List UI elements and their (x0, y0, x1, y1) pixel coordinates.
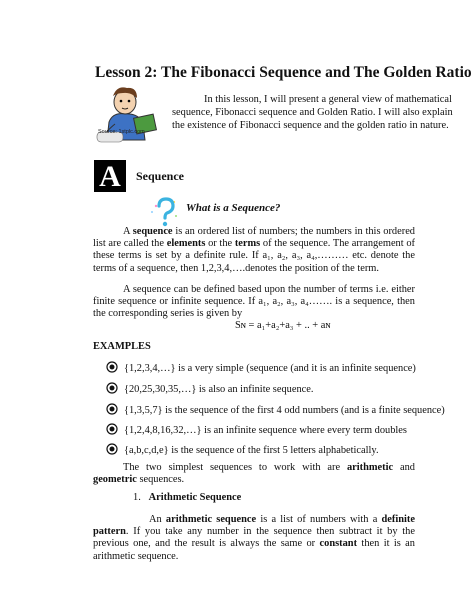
section-subheading: What is a Sequence? (186, 202, 281, 214)
text-run: An (149, 514, 166, 525)
term-terms: terms (234, 238, 261, 250)
example-text: {1,3,5,7} is the sequence of the first 4 odd numbers (and is a finite sequence) (124, 405, 445, 416)
radio-bullet-icon (106, 443, 118, 455)
text-run: A sequence can be defined based upon the number of terms i.e. either finite sequence or infinite sequence. If a₁, a₂, a₃, a₄……. is a sequence, then the corresponding series is given by (93, 284, 415, 320)
example-item (106, 403, 445, 416)
page-title: Lesson 2: The Fibonacci Sequence and The Golden Ratio (95, 64, 472, 81)
example-text: {20,25,30,35,…} is also an infinite sequence. (124, 384, 314, 395)
text-run: is a list of numbers with a (256, 514, 382, 525)
text-run: or the (205, 238, 235, 250)
example-text: {a,b,c,d,e} is the sequence of the first 5 letters alphabetically. (124, 445, 379, 456)
term-sequence: sequence (132, 226, 173, 237)
section-heading: Sequence (136, 169, 184, 183)
example-item (106, 423, 426, 436)
example-text: {1,2,4,8,16,32,…} is an infinite sequence where every term doubles (124, 425, 407, 436)
text-run: A (123, 226, 133, 237)
text-run: . If you take any number in the sequence then subtract it by the previous one, and the result is always the same or (93, 526, 415, 550)
term-definite-pattern: definite pattern (93, 514, 415, 538)
teacher-illustration (95, 82, 165, 144)
example-text: {1,2,3,4,…} is a very simple (sequence (and it is an infinite sequence) (124, 363, 416, 374)
paragraph-simplest-sequences (93, 462, 415, 486)
examples-heading: EXAMPLES (93, 341, 151, 352)
radio-bullet-icon (106, 403, 118, 415)
paragraph-finite-infinite (93, 284, 415, 321)
intro-paragraph (172, 93, 462, 133)
text-run: sequences. (136, 474, 185, 486)
text-run: and (393, 462, 416, 473)
text-run: is an ordered list of numbers; the numbers in this ordered list are called the (93, 226, 415, 250)
series-formula: Sɴ = a₁+a₂+a₃ + .. + aɴ (235, 320, 331, 331)
example-item (106, 361, 426, 374)
text-run: of the sequence. The arrangement of these terms is set by a definite rule. If a₁, a₂, a₃, a₄,……… etc. denote the terms of a sequence, then 1,2,3,4,….denotes the position of the term. (93, 238, 415, 274)
heading-number: 1. (133, 492, 141, 503)
term-arithmetic: arithmetic (346, 462, 394, 473)
intro-text: In this lesson, I will present a general view of mathematical sequence, Fibonacci sequence and Golden Ratio. I will also explain the existence of Fibonacci sequence and the golden ratio in nature. (172, 94, 453, 132)
example-item (106, 443, 426, 456)
radio-bullet-icon (106, 361, 118, 373)
term-constant: constant (319, 538, 358, 550)
paragraph-arithmetic-definition (93, 514, 415, 563)
term-geometric: geometric (93, 474, 137, 486)
heading-label: Arithmetic Sequence (148, 492, 242, 503)
numbered-heading (133, 492, 241, 503)
text-run: The two simplest sequences to work with are (123, 462, 347, 473)
image-caption: Source: 1stplc.com (98, 129, 145, 135)
text-run: then it is an arithmetic sequence. (93, 538, 415, 562)
term-elements: elements (166, 238, 206, 250)
example-item (106, 382, 426, 395)
paragraph-definition (93, 226, 415, 275)
radio-bullet-icon (106, 423, 118, 435)
section-letter-badge: A (94, 160, 126, 192)
radio-bullet-icon (106, 382, 118, 394)
question-mark-icon (148, 196, 180, 230)
term-arithmetic-sequence: arithmetic sequence (165, 514, 257, 525)
